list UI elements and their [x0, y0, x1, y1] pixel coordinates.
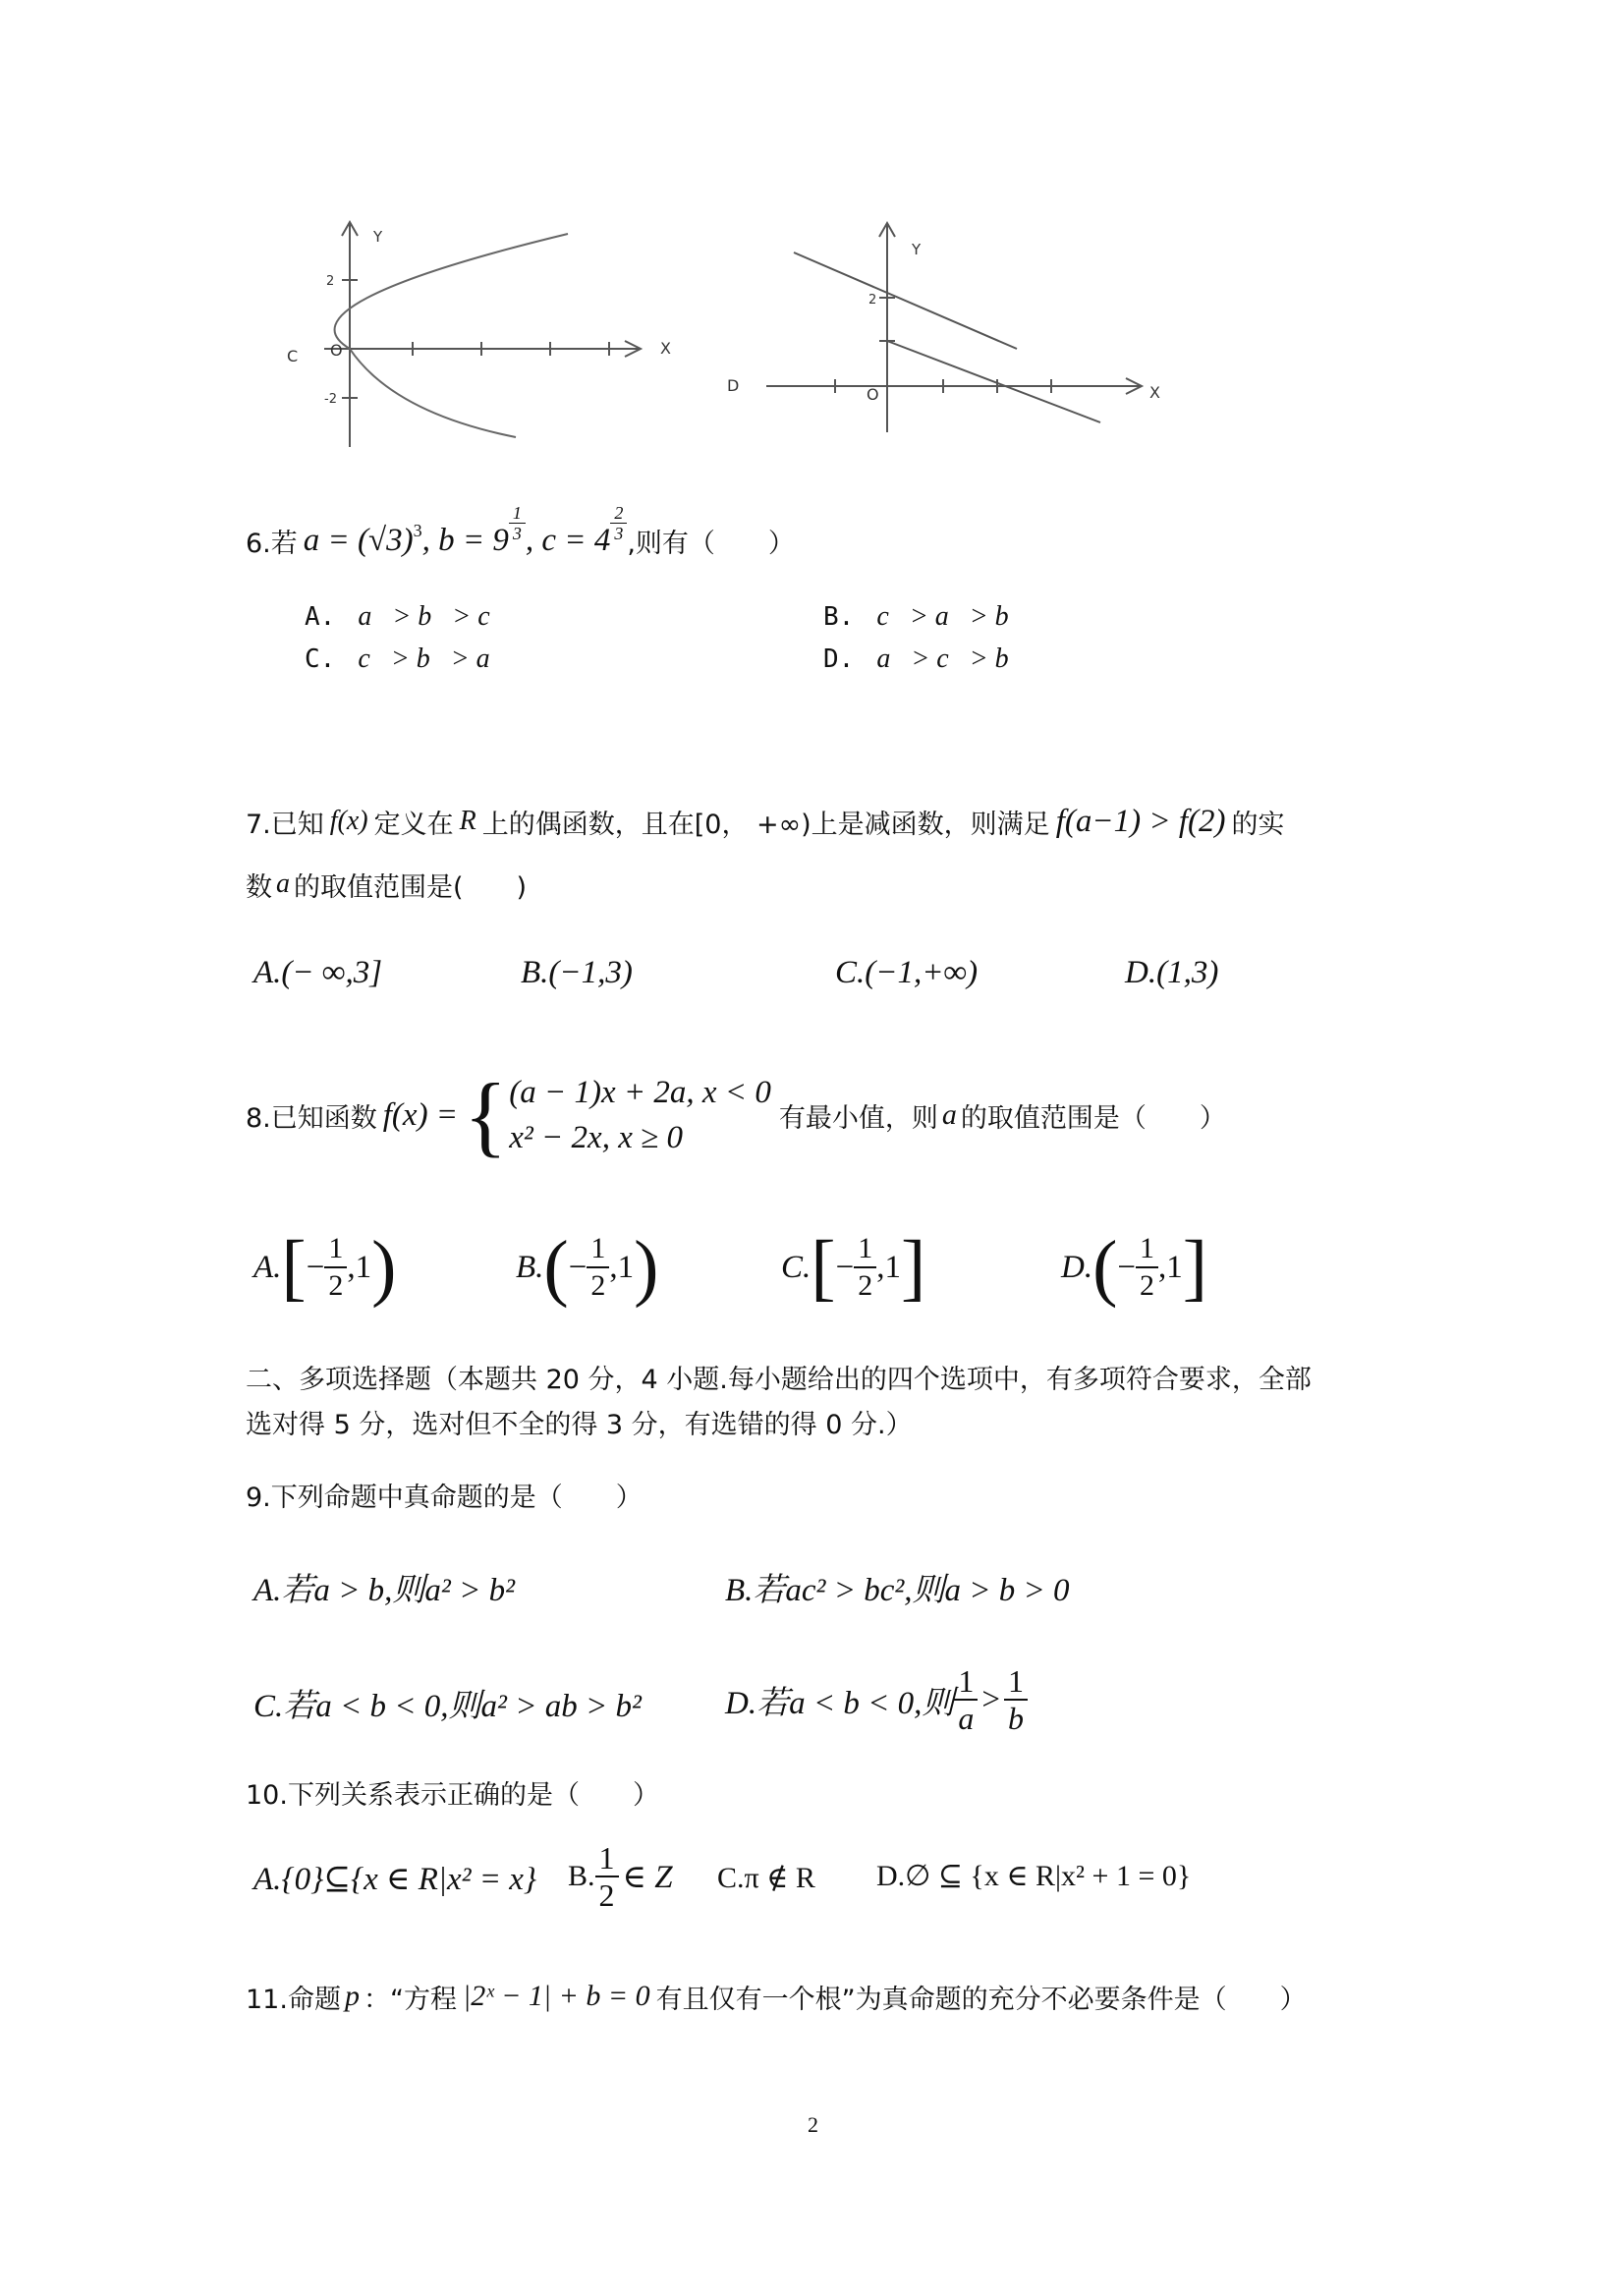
q7-option-c: C.(−1,+∞): [835, 955, 979, 990]
graph-c: [275, 206, 671, 452]
q9-option-b: B.若ac² > bc²,则a > b > 0: [725, 1573, 1070, 1608]
graph-d-tick: 2: [868, 293, 877, 308]
q6-prefix: 6.若: [246, 528, 298, 559]
graph-c-origin: O: [330, 341, 343, 360]
q8-cases: (a − 1)x + 2a, x < 0 x² − 2x, x ≥ 0: [509, 1075, 771, 1155]
question-9-stem: 9.下列命题中真命题的是（ ）: [246, 1483, 643, 1513]
graph-c-tick-neg: -2: [324, 392, 337, 407]
q9-option-d: D.若a < b < 0,则 $\frac{1}{a}$ > $\frac{1}{b}$: [725, 1658, 1028, 1741]
q8-brace: {: [464, 1065, 508, 1165]
q10-option-a: A.{0}⊆{x ∈ R|x² = x}: [253, 1862, 537, 1897]
q6-c-exponent: $\frac{2}{3}$: [610, 503, 627, 543]
question-8-stem: 8.已知函数 f(x) = { (a − 1)x + 2a, x < 0 x² − 2x, x ≥ 0 有最小值，则 a 的取值范围是（ ）: [246, 1065, 1226, 1165]
graph-c-x-label: X: [660, 339, 671, 358]
q6-a-exp: 3: [413, 520, 422, 540]
graph-c-y-label: Y: [373, 228, 383, 246]
q6-option-b: B. c > a > b: [823, 601, 1009, 632]
q8-option-d: D. ( − $\frac{1}{2}$ ,1 ]: [1061, 1225, 1208, 1309]
graph-d: [717, 211, 1169, 437]
question-6-stem: [246, 502, 795, 570]
q6-c-expr: , c = 4: [525, 522, 611, 558]
graph-d-label: D: [727, 376, 740, 395]
q9-option-c: C.若a < b < 0,则a² > ab > b²: [253, 1689, 642, 1724]
q6-b-expr: , b = 9: [421, 522, 509, 558]
graph-d-x-label: X: [1149, 383, 1160, 402]
graph-c-tick-pos: 2: [326, 274, 335, 289]
q6-b-exponent: $\frac{1}{3}$: [509, 503, 526, 543]
q10-option-d: D.∅ ⊆ {x ∈ R|x² + 1 = 0}: [876, 1860, 1192, 1892]
section-2-heading-line2: 选对得 5 分，选对但不全的得 3 分，有选错的得 0 分.）: [246, 1410, 913, 1440]
question-7-line1: 7.已知 f(x) 定义在 R 上的偶函数，且在[0， +∞)上是减函数，则满足 f(a−1) > f(2) 的实: [246, 803, 1285, 840]
q8-option-a: A. [ − $\frac{1}{2}$ ,1 ): [253, 1225, 397, 1309]
question-10-stem: 10.下列关系表示正确的是（ ）: [246, 1780, 659, 1811]
q6-a-expr: a = (√3): [303, 522, 414, 558]
question-11-stem: 11.命题 p ：“方程 |2ˣ − 1| + b = 0 有且仅有一个根”为真命题的充分不必要条件是（ ）: [246, 1980, 1307, 2015]
q6-suffix: ,则有（ ）: [627, 528, 795, 559]
q7-option-b: B.(−1,3): [521, 955, 633, 990]
q10-option-b: B. $\frac{1}{2}$ ∈ Z: [568, 1840, 673, 1913]
page-number: 2: [808, 2112, 818, 2137]
q9-option-a: A.若a > b,则a² > b²: [253, 1573, 515, 1608]
q7-option-a: A.(− ∞,3]: [253, 955, 383, 990]
q10-option-c: C.π ∉ R: [717, 1862, 815, 1894]
q6-option-a: A. a > b > c: [305, 601, 490, 632]
q8-option-c: C. [ − $\frac{1}{2}$ ,1 ]: [781, 1225, 926, 1309]
graph-c-label: C: [287, 347, 299, 365]
section-2-heading-line1: 二、多项选择题（本题共 20 分，4 小题.每小题给出的四个选项中，有多项符合要求，全部: [246, 1365, 1312, 1395]
q7-option-d: D.(1,3): [1125, 955, 1219, 990]
q6-option-c: C. c > b > a: [305, 644, 490, 674]
graph-d-origin: O: [867, 385, 879, 404]
question-7-line2: 数 a 的取值范围是( ): [246, 868, 528, 903]
q6-option-d: D. a > c > b: [823, 644, 1009, 674]
graph-d-y-label: Y: [912, 241, 922, 258]
q8-option-b: B. ( − $\frac{1}{2}$ ,1 ): [516, 1225, 659, 1309]
